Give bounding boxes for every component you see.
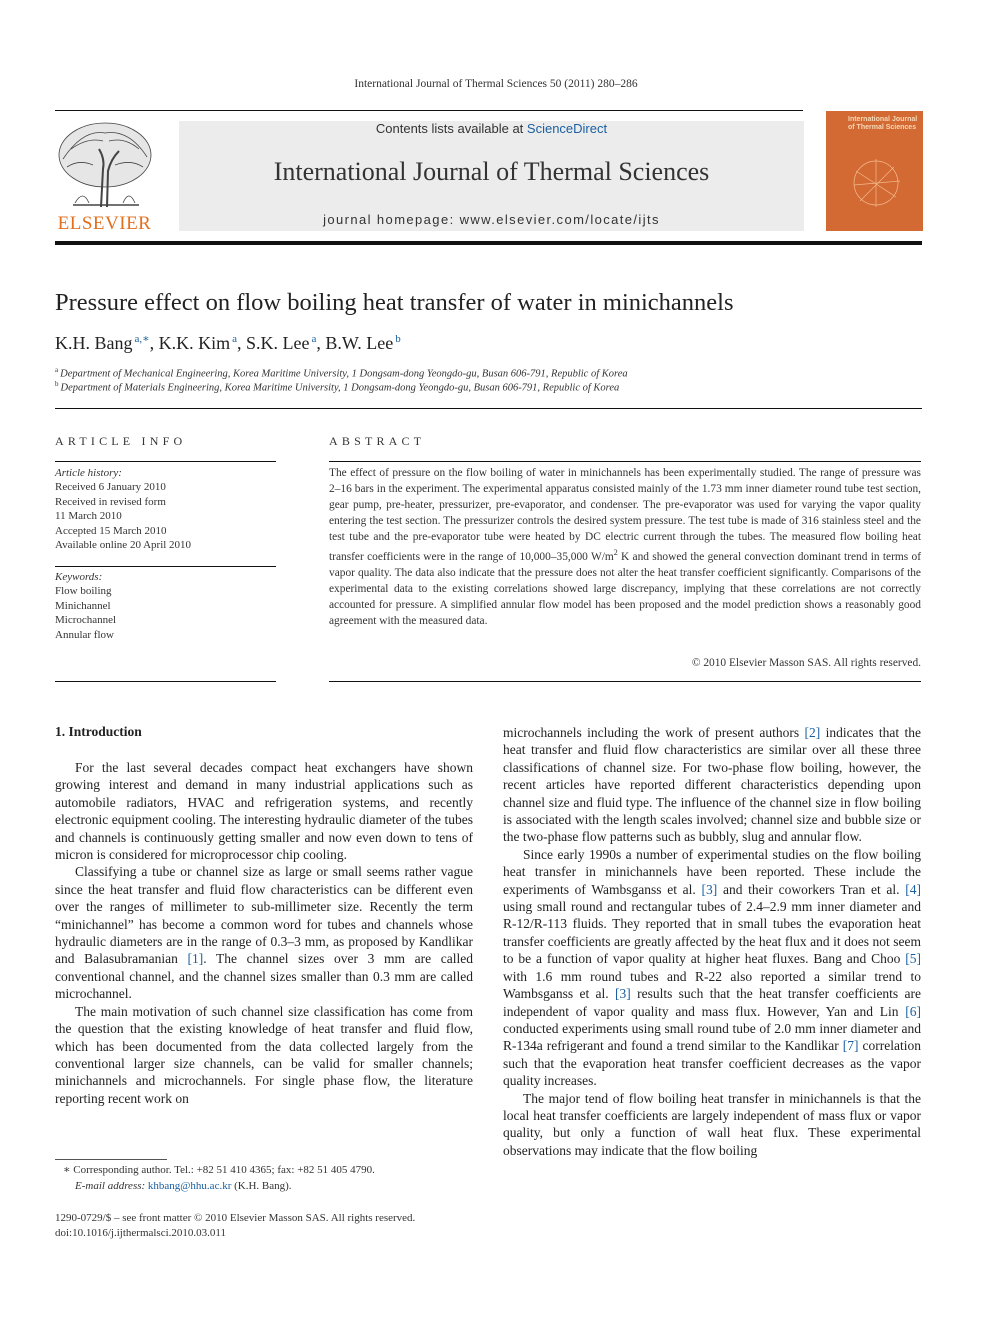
text-span: indicates that the heat transfer and fluid flow characteristics are similar over all these three classifications of channel size. For two-phase flow boiling, however, the recent articles have reported different characteristics depending upon channel size and fluid type. The influence of the channel size in flow boiling is associated with the length scales involved; channel size and bubble size or the two-phase flow patterns such as bubbly, slug and annular flow.: [503, 725, 921, 845]
text-span: with 1.6 mm round tubes and R-22 also reported a similar trend to Wambsganss et al.: [503, 968, 921, 1002]
abstract-rule: [329, 461, 921, 462]
history-item: Available online 20 April 2010: [55, 539, 192, 552]
keyword-list: [55, 584, 276, 642]
journal-homepage[interactable]: journal homepage: www.elsevier.com/locate/ijts: [323, 212, 660, 227]
history-item: Received in revised form: [55, 495, 166, 508]
article-info-bottom-rule: [55, 681, 276, 682]
citation-link[interactable]: [4]: [905, 881, 921, 897]
author-affiliation-mark[interactable]: a: [232, 333, 237, 345]
top-rule: [55, 110, 803, 111]
paragraph: [503, 724, 921, 846]
footnote-rule: [55, 1159, 167, 1160]
paragraph: [55, 863, 473, 1002]
email-link[interactable]: khbang@hhu.ac.kr: [147, 1179, 232, 1192]
citation-link[interactable]: [2]: [804, 725, 821, 740]
author-name[interactable]: S.K. Lee: [246, 333, 310, 353]
author-affiliation-mark[interactable]: a,∗: [134, 333, 150, 345]
abstract-superscript: 2: [613, 548, 618, 557]
keywords-label: Keywords:: [55, 571, 103, 583]
cover-title: International Journal of Thermal Sciences: [848, 116, 918, 131]
author-name[interactable]: K.K. Kim: [158, 333, 231, 353]
affiliation-rule: [55, 408, 922, 409]
abstract-copyright: © 2010 Elsevier Masson SAS. All rights reserved.: [691, 657, 921, 669]
contents-prefix: Contents lists available at: [375, 121, 527, 136]
abstract-heading: ABSTRACT: [329, 434, 426, 448]
author-name[interactable]: B.W. Lee: [325, 333, 394, 353]
history-item: Accepted 15 March 2010: [55, 524, 167, 537]
abstract-bottom-rule: [329, 681, 921, 682]
text-span: Since early 1990s a number of experimental studies on the flow boiling heat transfer in minichannels have been reported. These include the experiments of Wambsganss et al.: [503, 846, 921, 897]
abstract-part: The effect of pressure on the flow boiling of water in minichannels has been experimentally studied. The range of pressure was 2–16 bars in the experiment. The experimental apparatus consisted mainly of the 1.73 mm inner diameter round tube test section, gear pump, pre-heater, pressurizer, pre-evaporator, and condenser. The pre-evaporator was used for varying the vapor quality entering the test section. The pressurizer controls the desired system pressure. The test tube is made of 316 stainless steel and the test tube and the pre-evaporator tube were heated by DC electric current through the tubes. The measured flow boiling heat transfer coefficients were in the range of 10,000–35,000 W/m: [329, 467, 921, 563]
author-separator: ,: [316, 333, 326, 353]
keyword-item: Annular flow: [55, 628, 114, 641]
email-suffix: (K.H. Bang).: [231, 1179, 292, 1192]
text-span: . The channel sizes over 3 mm are called conventional channel, and the channel sizes smaller than 0.3 mm are called microchannel.: [55, 951, 473, 1002]
history-label: Article history:: [55, 467, 122, 479]
journal-cover-thumbnail[interactable]: [826, 111, 923, 231]
abstract-text: [329, 465, 921, 629]
body-right-column: [503, 724, 921, 1159]
citation-link[interactable]: [3]: [615, 986, 631, 1002]
journal-title: International Journal of Thermal Sciences: [273, 157, 710, 186]
history-list: [55, 480, 276, 552]
citation-link[interactable]: [7]: [842, 1038, 859, 1054]
keywords-rule: [55, 566, 276, 567]
doi-link[interactable]: doi:10.1016/j.ijthermalsci.2010.03.011: [55, 1226, 226, 1239]
author-separator: ,: [149, 333, 159, 353]
affiliation-b: [55, 380, 619, 394]
paragraph: [503, 846, 921, 1090]
text-span: microchannels including the work of present authors: [503, 725, 805, 740]
text-span: correlation such that the evaporation heat transfer coefficient decreases as the vapor quality increases.: [503, 1038, 921, 1089]
text-span: conducted experiments using small round tube of 2.0 mm inner diameter and R-134a refrigerant and found a trend similar to the Kandlikar: [503, 1020, 921, 1054]
elsevier-logo: [53, 119, 156, 233]
affiliation-mark: b: [55, 380, 59, 388]
history-item: 11 March 2010: [55, 510, 122, 523]
header-thick-rule: [55, 241, 922, 245]
contents-line: [179, 121, 804, 136]
introduction-heading: 1. Introduction: [55, 724, 142, 739]
article-info-heading: ARTICLE INFO: [55, 434, 187, 448]
email-label: E-mail address:: [75, 1179, 148, 1192]
text-span: and their coworkers Tran et al.: [717, 881, 906, 897]
affiliation-text: Department of Mechanical Engineering, Korea Maritime University, 1 Dongsam-dong Yeongdo-gu, Busan 606-791, Republic of Korea: [60, 368, 628, 380]
paragraph: The major tend of flow boiling heat transfer in minichannels is that the local heat transfer coefficients are largely independent of mass flux or vapor quality, but only a function of wall heat flux. These experimental observations may indicate that the flow boiling: [503, 1090, 921, 1158]
keyword-item: Microchannel: [55, 614, 117, 627]
corresponding-author-note: ∗ Corresponding author. Tel.: +82 51 410 4365; fax: +82 51 405 4790.: [63, 1164, 375, 1176]
issn-line: 1290-0729/$ – see front matter © 2010 Elsevier Masson SAS. All rights reserved.: [55, 1212, 416, 1224]
text-span: Classifying a tube or channel size as large or small seems rather vague since the heat transfer and fluid flow characteristics can be different even over the ranges of millimeter to sub-millimeter size. Recently the term “minichannel” has become a common word for tubes and channels whose hydraulic diameters are in the range of 0.3–3 mm, as proposed by Kandlikar and Balasubramanian: [55, 864, 473, 967]
keyword-item: Flow boiling: [55, 585, 112, 598]
keywords: [55, 570, 276, 642]
author-separator: ,: [237, 333, 246, 353]
cover-art-icon: [826, 111, 923, 231]
affiliation-a: [55, 366, 628, 380]
affiliation-mark: a: [55, 366, 59, 374]
text-span: results such that the heat transfer coefficients are independent of vapor quality and mass flux. However, Yan and Lin: [503, 986, 921, 1019]
article-history: [55, 466, 276, 552]
citation-link[interactable]: [1]: [187, 951, 204, 967]
elsevier-tree-icon: [53, 119, 156, 213]
citation-link[interactable]: [6]: [905, 1003, 921, 1019]
abstract-part: K and showed the general convection dominant trend in terms of vapor quality. The data also indicate that the pressure does not alter the heat transfer coefficient significantly. Comparisons of the experimental data to the existing correlations showed large discrepancy, implying that these correlations are not correctly accounted for pressure. A simplified annular flow model has been proposed and the model prediction shows a reasonably good agreement with the measured data.: [329, 550, 921, 627]
journal-banner: [179, 121, 804, 231]
history-item: Received 6 January 2010: [55, 481, 166, 494]
author-affiliation-mark[interactable]: b: [395, 333, 401, 345]
journal-reference: International Journal of Thermal Sciences 50 (2011) 280–286: [354, 78, 638, 90]
body-left-column: [55, 759, 473, 1107]
footnote: [63, 1163, 375, 1194]
email-line: [63, 1179, 375, 1195]
citation-link[interactable]: [3]: [701, 881, 718, 897]
author-list: [55, 332, 401, 354]
affiliation-text: Department of Materials Engineering, Korea Maritime University, 1 Dongsam-dong Yeongdo-gu, Busan 606-791, Republic of Korea: [60, 382, 620, 394]
paragraph: For the last several decades compact heat exchangers have shown growing interest and demand in many industrial applications such as automobile radiators, HVAC and refrigeration systems, and recently electronic equipment cooling. The interesting hydraulic diameter of the tubes and channels is continuously getting smaller and now even down to tens of micron is considered for microprocessor chip cooling.: [55, 760, 473, 863]
author-affiliation-mark[interactable]: a: [311, 333, 317, 345]
citation-link[interactable]: [5]: [905, 951, 921, 967]
article-info-rule: [55, 461, 276, 462]
author-name[interactable]: K.H. Bang: [55, 333, 133, 353]
paper-title: Pressure effect on flow boiling heat transfer of water in minichannels: [55, 289, 734, 316]
front-matter: [55, 1211, 415, 1240]
elsevier-wordmark: ELSEVIER: [57, 213, 152, 234]
keyword-item: Minichannel: [55, 599, 111, 612]
sciencedirect-link[interactable]: ScienceDirect: [526, 121, 608, 136]
paragraph: The main motivation of such channel size classification has come from the question that the existing knowledge of heat transfer and fluid flow, which has been documented from the data collected largely from the conventional larger size channels, can be valid for smaller channels; minichannels and microchannels. For single phase flow, the literature reporting recent work on: [55, 1003, 473, 1106]
text-span: using small round and rectangular tubes of 2.4–2.9 mm inner diameter and R-12/R-113 fluids. They reported that in small tubes the evaporation heat transfer coefficients are greatly affected by the heat flux and it does not seem to be a function of vapor quality at higher heat fluxes. Bang and Choo: [503, 899, 921, 967]
